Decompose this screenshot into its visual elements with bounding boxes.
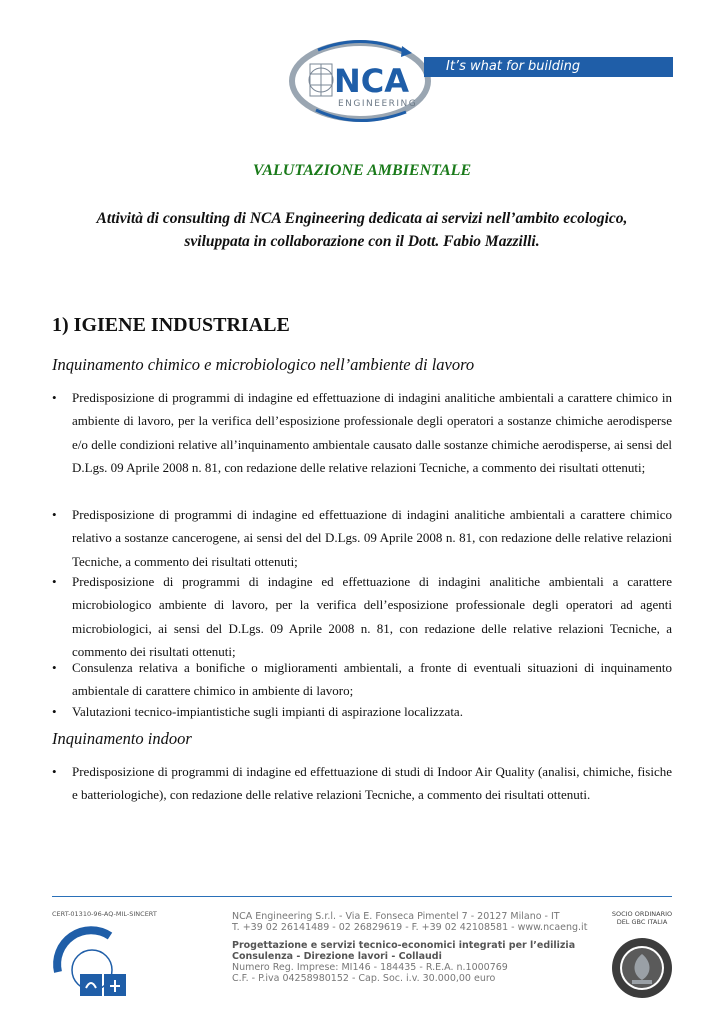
list-item [52, 570, 672, 663]
company-activities: Consulenza - Direzione lavori - Collaudi [232, 951, 442, 962]
list-item [52, 700, 672, 723]
list-item-text: Predisposizione di programmi di indagine ed effettuazione di indagini analitiche ambientali a carattere chimico relativo a sostanze cancerogene, ai sensi del del D.Lgs. 09 Aprile 2008 n. 81, con redazione delle relative relazioni Tecniche, a commento dei risultati ottenuti; [72, 507, 672, 569]
list-item-text: Predisposizione di programmi di indagine ed effettuazione di studi di Indoor Air Quality (analisi, chimiche, fisiche e batteriologiche), con redazione delle relative relazioni Tecniche, a commento dei risultati ottenuti. [72, 764, 672, 803]
list-item-text: Predisposizione di programmi di indagine ed effettuazione di indagini analitiche ambientali a carattere chimico in ambiente di lavoro, per la verifica dell’esposizione professionale degli operatori a sostanze chimiche aerodisperse e/o delle condizioni relative all’inquinamento ambientale causato dalle sostanze chimiche aerodisperse, ai sensi del D.Lgs. 09 Aprile 2008 n. 81, con redazione delle relative relazioni Tecniche, a commento dei risultati ottenuti; [72, 390, 672, 475]
logo-text: NCA [334, 62, 410, 100]
list-item [52, 503, 672, 573]
company-address: NCA Engineering S.r.l. - Via E. Fonseca Pimentel 7 - 20127 Milano - IT [232, 911, 560, 922]
sub-heading-chemical: Inquinamento chimico e microbiologico nell’ambiente di lavoro [52, 355, 475, 374]
list-item-text: Consulenza relativa a bonifiche o miglioramenti ambientali, a fronte di eventuali situazioni di inquinamento ambientale di carattere chimico in ambiente di lavoro; [72, 660, 672, 699]
quality-certification-seal [50, 924, 132, 1006]
nca-engineering-logo [288, 38, 438, 124]
tagline: It’s what for building [446, 59, 581, 74]
socio-line-2: DEL GBC ITALIA [616, 918, 668, 926]
gbc-membership-label [604, 910, 680, 926]
bullet-icon: • [52, 574, 57, 589]
list-item [52, 656, 672, 703]
subtitle-line-1: Attività di consulting di NCA Engineering dedicata ai servizi nell’ambito ecologico, [96, 210, 628, 227]
section-title: 1) IGIENE INDUSTRIALE [52, 314, 290, 336]
company-contacts: T. +39 02 26141489 - 02 26829619 - F. +39 02 42108581 - www.ncaeng.it [232, 922, 588, 933]
bullet-icon: • [52, 390, 57, 405]
sub-heading-indoor: Inquinamento indoor [52, 729, 192, 748]
footer-divider [52, 896, 672, 897]
list-item [52, 386, 672, 479]
company-tax-info: C.F. - P.iva 04258980152 - Cap. Soc. i.v. 30.000,00 euro [232, 973, 496, 984]
list-item [52, 760, 672, 807]
logo-subtext: ENGINEERING [338, 99, 418, 109]
bullet-icon: • [52, 507, 57, 522]
certification-code: CERT-01310-96-AQ-MIL-SINCERT [52, 910, 157, 918]
company-registration: Numero Reg. Imprese: MI146 - 184435 - R.E.A. n.1000769 [232, 962, 508, 973]
socio-line-1: SOCIO ORDINARIO [611, 910, 673, 918]
list-item-text: Predisposizione di programmi di indagine ed effettuazione di indagini analitiche ambientali a carattere microbiologico ambiente di lavoro, per la verifica dell’esposizione professionale degli operatori ad agenti microbiologici, ai sensi del D.Lgs. 09 Aprile 2008 n. 81, con redazione delle relative relazioni Tecniche, a commento dei risultati ottenuti; [72, 574, 672, 659]
green-building-council-logo [610, 936, 674, 1000]
document-title: VALUTAZIONE AMBIENTALE [252, 162, 472, 179]
document-subtitle [52, 207, 672, 253]
bullet-icon: • [52, 764, 57, 779]
subtitle-line-2: sviluppata in collaborazione con il Dott. Fabio Mazzilli. [184, 233, 540, 250]
company-info [232, 911, 587, 984]
company-services: Progettazione e servizi tecnico-economici integrati per l’edilizia [232, 940, 576, 951]
bullet-icon: • [52, 704, 57, 719]
bullet-icon: • [52, 660, 57, 675]
list-item-text: Valutazioni tecnico-impiantistiche sugli impianti di aspirazione localizzata. [72, 704, 463, 719]
